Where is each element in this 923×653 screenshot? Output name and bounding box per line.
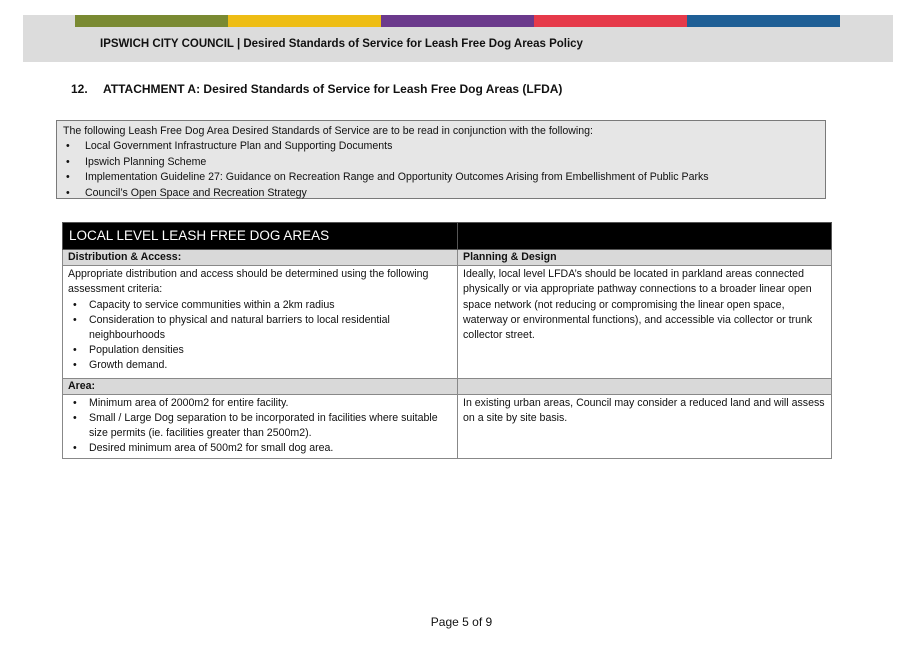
area-heading-blank xyxy=(458,378,832,394)
intro-item: • Ipswich Planning Scheme xyxy=(63,155,819,170)
intro-list xyxy=(63,139,819,201)
planning-heading: Planning & Design xyxy=(458,250,832,266)
area-note: In existing urban areas, Council may consider a reduced land and will assess on a site by site basis. xyxy=(458,394,832,458)
distribution-item: • Population densities xyxy=(68,343,452,358)
color-segment-purple xyxy=(381,15,534,27)
section-heading xyxy=(71,82,562,96)
table-title-row xyxy=(63,223,832,250)
distribution-intro: Appropriate distribution and access should be determined using the following assessment criteria: xyxy=(68,268,429,296)
page-number: Page 5 of 9 xyxy=(430,615,493,629)
planning-text: Ideally, local level LFDA’s should be located in parkland areas connected physically or via appropriate pathway connections to a broader linear open space network (not reducing or compromising the linear open space, waterway or environmental functions), and accessible via collector or trunk collector street. xyxy=(458,266,832,378)
intro-box xyxy=(56,120,826,199)
distribution-item: • Consideration to physical and natural barriers to local residential neighbourhoods xyxy=(68,313,452,343)
distribution-cell xyxy=(63,266,458,378)
color-segment-olive xyxy=(75,15,228,27)
area-cell xyxy=(63,394,458,458)
table-subheading-row xyxy=(63,378,832,394)
area-item: • Small / Large Dog separation to be incorporated in facilities where suitable size permits (ie. facilities greater than 2500m2). xyxy=(68,411,452,441)
table-title: LOCAL LEVEL LEASH FREE DOG AREAS xyxy=(63,223,458,250)
table-row xyxy=(63,394,832,458)
distribution-heading: Distribution & Access: xyxy=(63,250,458,266)
intro-item: • Implementation Guideline 27: Guidance on Recreation Range and Opportunity Outcomes Arising from Embellishment of Public Parks xyxy=(63,170,819,185)
distribution-item: • Capacity to service communities within a 2km radius xyxy=(68,298,452,313)
brand-color-bar xyxy=(75,15,840,27)
table-subheading-row xyxy=(63,250,832,266)
intro-lead: The following Leash Free Dog Area Desired Standards of Service are to be read in conjunction with the following: xyxy=(63,125,593,137)
header-title: IPSWICH CITY COUNCIL | Desired Standards of Service for Leash Free Dog Areas Policy xyxy=(100,38,583,50)
distribution-item: • Growth demand. xyxy=(68,358,452,373)
color-segment-yellow xyxy=(228,15,381,27)
color-segment-red xyxy=(534,15,687,27)
intro-item: • Council’s Open Space and Recreation Strategy xyxy=(63,186,819,201)
section-title: ATTACHMENT A: Desired Standards of Service for Leash Free Dog Areas (LFDA) xyxy=(103,82,563,96)
intro-item: • Local Government Infrastructure Plan and Supporting Documents xyxy=(63,139,819,154)
area-heading: Area: xyxy=(63,378,458,394)
section-number: 12. xyxy=(71,82,88,96)
area-item: • Desired minimum area of 500m2 for small dog area. xyxy=(68,441,452,456)
color-segment-blue xyxy=(687,15,840,27)
area-item: • Minimum area of 2000m2 for entire facility. xyxy=(68,396,452,411)
area-list xyxy=(68,396,452,457)
table-row xyxy=(63,266,832,378)
standards-table xyxy=(62,222,832,459)
table-title-blank xyxy=(458,223,832,250)
distribution-list xyxy=(68,298,452,374)
